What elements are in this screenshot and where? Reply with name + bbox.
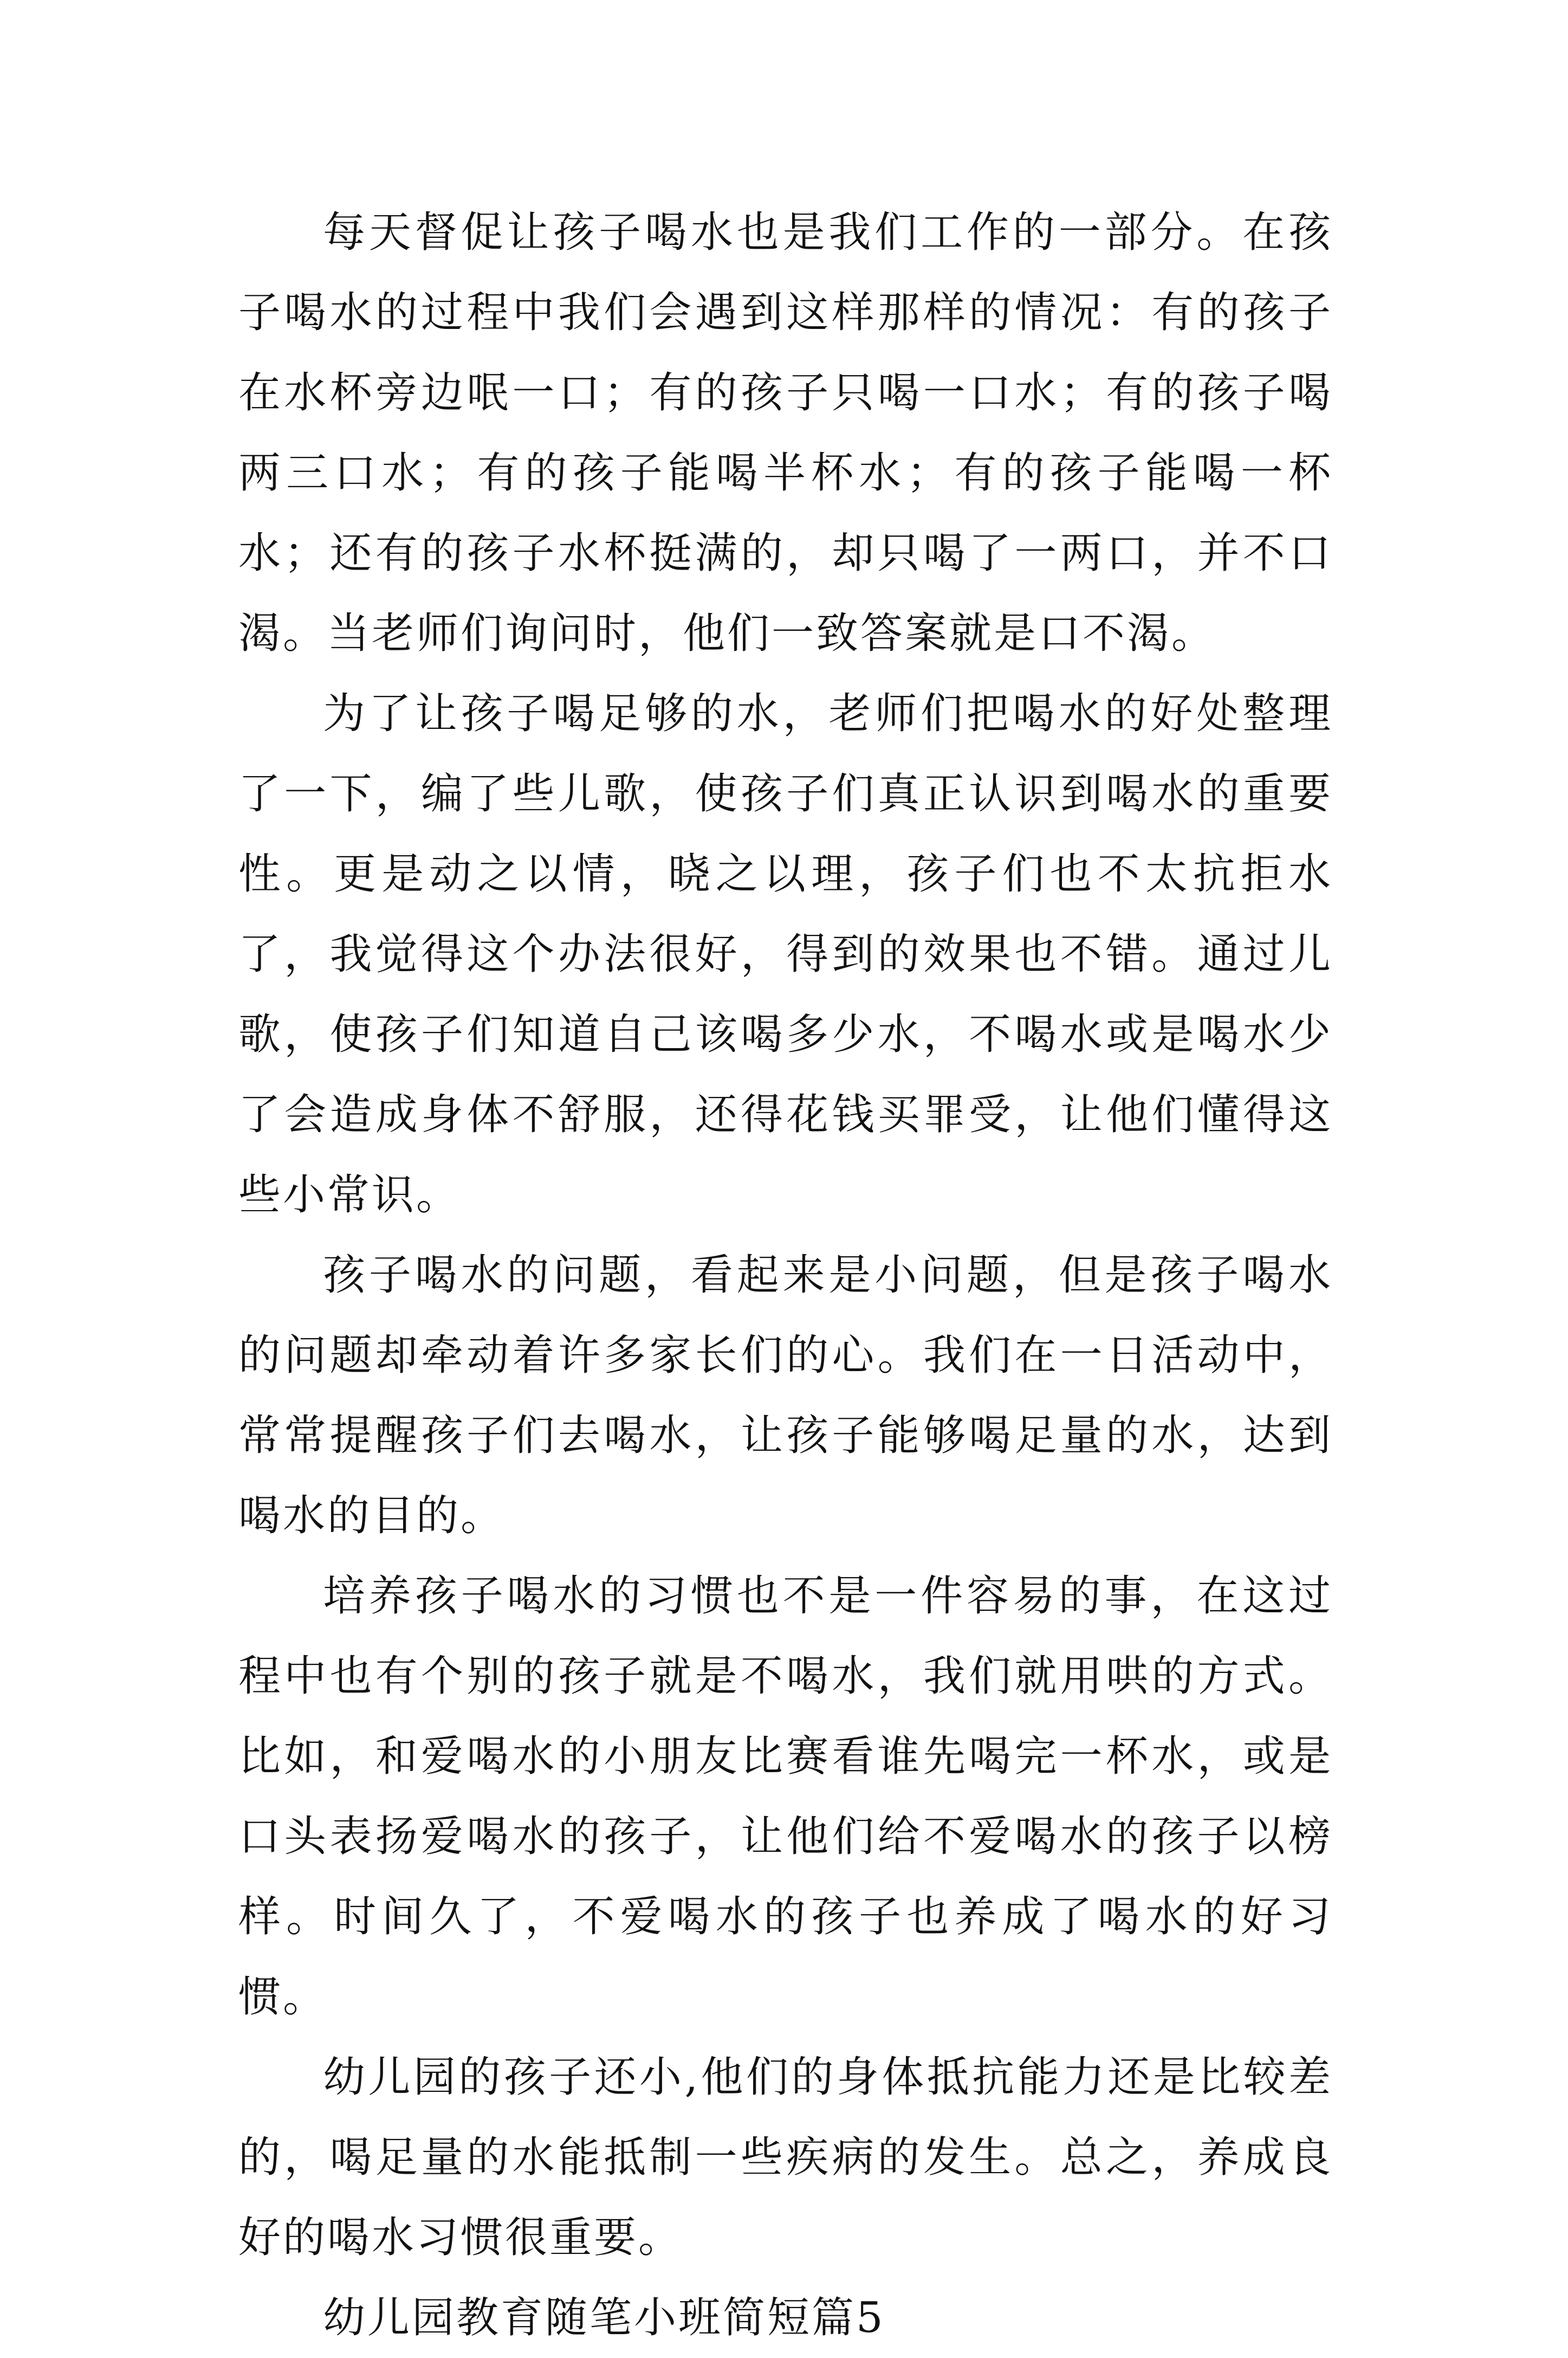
paragraph-2: 为了让孩子喝足够的水，老师们把喝水的好处整理了一下，编了些儿歌，使孩子们真正认识到喝水的重要性。更是动之以情，晓之以理，孩子们也不太抗拒水了，我觉得这个办法很好，得到的效果也不错。通过儿歌，使孩子们知道自己该喝多少水，不喝水或是喝水少了会造成身体不舒服，还得花钱买罪受，让他们懂得这些小常识。 <box>238 689 1333 1219</box>
paragraph-3: 孩子喝水的问题，看起来是小问题，但是孩子喝水的问题却牵动着许多家长们的心。我们在一日活动中，常常提醒孩子们去喝水，让孩子能够喝足量的水，达到喝水的目的。 <box>238 1251 1333 1540</box>
paragraph-4: 培养孩子喝水的习惯也不是一件容易的事，在这过程中也有个别的孩子就是不喝水，我们就用哄的方式。比如，和爱喝水的小朋友比赛看谁先喝完一杯水，或是口头表扬爱喝水的孩子，让他们给不爱喝水的孩子以榜样。时间久了，不爱喝水的孩子也养成了喝水的好习惯。 <box>238 1572 1333 2021</box>
paragraph-5: 幼儿园的孩子还小,他们的身体抵抗能力还是比较差的，喝足量的水能抵制一些疾病的发生。总之，养成良好的喝水习惯很重要。 <box>238 2053 1333 2262</box>
section-heading: 幼儿园教育随笔小班简短篇5 <box>323 2294 885 2342</box>
paragraph-1: 每天督促让孩子喝水也是我们工作的一部分。在孩子喝水的过程中我们会遇到这样那样的情况：有的孩子在水杯旁边呡一口；有的孩子只喝一口水；有的孩子喝两三口水；有的孩子能喝半杯水；有的孩子能喝一杯水；还有的孩子水杯挺满的，却只喝了一两口，并不口渴。当老师们询问时，他们一致答案就是口不渴。 <box>238 208 1333 658</box>
document-body <box>238 192 1333 2358</box>
